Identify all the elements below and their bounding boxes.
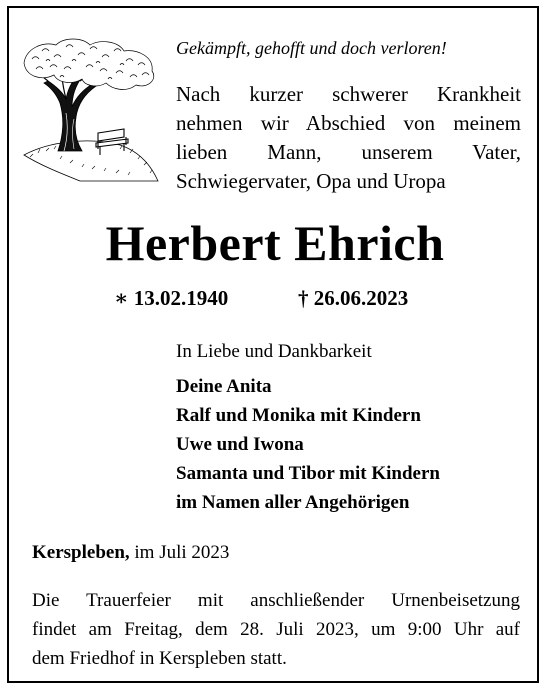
mourner: im Namen aller Angehörigen — [176, 492, 410, 513]
birth-date-value: 13.02.1940 — [133, 286, 229, 310]
intro-text — [176, 80, 521, 196]
mourner: Samanta und Tibor mit Kindern — [176, 463, 440, 484]
death-date-value: 26.06.2023 — [313, 286, 409, 310]
deceased-name: Herbert Ehrich — [105, 215, 445, 271]
mourner: Ralf und Monika mit Kindern — [176, 405, 421, 426]
tree-with-bench-icon — [20, 33, 162, 183]
death-date — [298, 284, 408, 312]
death-cross-icon: † — [298, 286, 309, 310]
intro-line: nehmen wir Abschied von meinem — [176, 111, 521, 135]
birth-date — [114, 284, 228, 312]
mourner: Deine Anita — [176, 376, 272, 397]
birth-star-icon: ∗ — [114, 286, 129, 310]
mourner: Uwe und Iwona — [176, 434, 304, 455]
greeting: In Liebe und Dankbarkeit — [176, 341, 372, 362]
funeral-info — [32, 586, 520, 673]
intro-line: Nach kurzer schwerer Krankheit — [176, 82, 521, 106]
intro-line: lieben Mann, unserem Vater, — [176, 140, 521, 164]
place-date-text: im Juli 2023 — [134, 542, 230, 563]
intro-line: Schwiegervater, Opa und Uropa — [176, 169, 446, 193]
place-and-date — [32, 540, 229, 566]
funeral-line: findet am Freitag, dem 28. Juli 2023, um 9:00 Uhr auf — [32, 619, 520, 640]
funeral-line: Die Trauerfeier mit anschließender Urnenbeisetzung — [32, 590, 520, 611]
place: Kerspleben, — [32, 542, 130, 563]
motto: Gekämpft, gehofft und doch verloren! — [176, 38, 447, 58]
mourners-list — [176, 372, 440, 517]
funeral-line: dem Friedhof in Kerspleben statt. — [32, 648, 287, 669]
